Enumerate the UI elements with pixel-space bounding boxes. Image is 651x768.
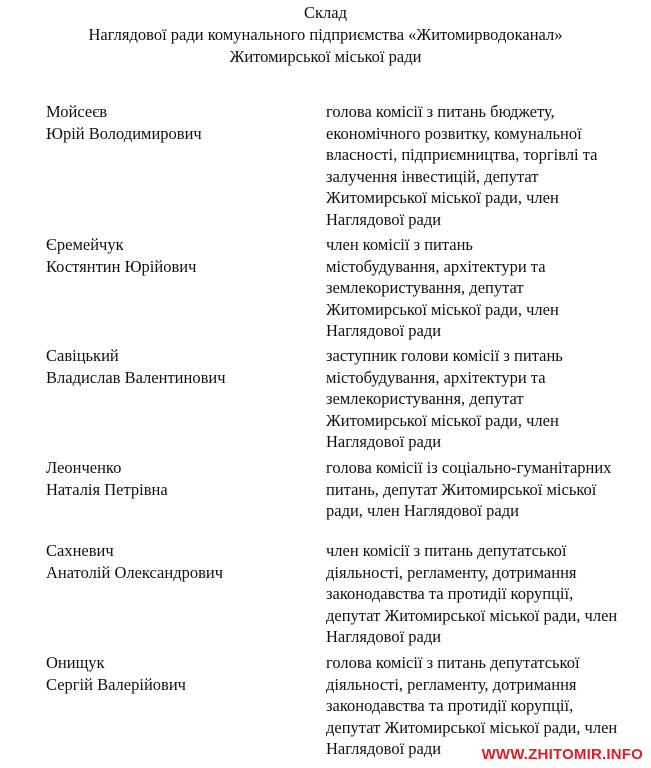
role-line: землекористування, депутат <box>326 389 524 409</box>
member-given-name: Юрій Володимирович <box>46 123 202 143</box>
member-role <box>326 540 646 648</box>
member-surname: Єремейчук <box>46 235 124 254</box>
role-line: Житомирської міської ради, член <box>326 410 559 430</box>
role-line: власності, підприємництва, торгівлі та <box>326 145 598 165</box>
role-line: голова комісії з питань бюджету, <box>326 102 555 121</box>
role-line: Житомирської міської ради, член <box>326 299 559 319</box>
member-given-name: Сергій Валерійович <box>46 674 186 694</box>
role-line: депутат Житомирської міської ради, член <box>326 605 618 625</box>
role-line: Наглядової ради <box>326 321 442 341</box>
role-line: Наглядової ради <box>326 209 442 229</box>
role-line: діяльності, регламенту, дотримання <box>326 562 577 582</box>
role-line: ради, член Наглядової ради <box>326 501 519 521</box>
member-surname: Леонченко <box>46 458 122 477</box>
member-role <box>326 234 646 342</box>
role-line: Житомирської міської ради, член <box>326 188 559 208</box>
member-given-name: Костянтин Юрійович <box>46 256 197 276</box>
document-title: Склад <box>304 3 347 22</box>
role-line: містобудування, архітектури та <box>326 256 546 276</box>
role-line: економічного розвитку, комунальної <box>326 123 582 143</box>
member-role <box>326 345 646 453</box>
role-line: заступник голови комісії з питань <box>326 346 563 365</box>
member-given-name: Наталія Петрівна <box>46 479 168 499</box>
member-name <box>46 345 316 388</box>
member-role <box>326 457 646 522</box>
site-watermark: WWW.ZHITOMIR.INFO <box>481 746 643 763</box>
document-header <box>0 2 651 68</box>
role-line: законодавства та протидії корупції, <box>326 584 574 604</box>
role-line: член комісії з питань <box>326 235 473 254</box>
role-line: Наглядової ради <box>326 739 442 759</box>
member-name <box>46 101 316 144</box>
role-line: Наглядової ради <box>326 627 442 647</box>
role-line: член комісії з питань депутатської <box>326 541 567 560</box>
member-role <box>326 652 646 760</box>
member-given-name: Анатолій Олександрович <box>46 562 224 582</box>
member-surname: Сахневич <box>46 541 114 560</box>
member-given-name: Владислав Валентинович <box>46 367 226 387</box>
member-name <box>46 234 316 277</box>
member-name <box>46 540 316 583</box>
member-name <box>46 457 316 500</box>
member-surname: Мойсеєв <box>46 102 108 121</box>
role-line: містобудування, архітектури та <box>326 367 546 387</box>
member-surname: Савіцький <box>46 346 119 365</box>
role-line: діяльності, регламенту, дотримання <box>326 674 577 694</box>
role-line: голова комісії з питань депутатської <box>326 653 580 672</box>
role-line: залучення інвестицій, депутат <box>326 166 539 186</box>
role-line: голова комісії із соціально-гуманітарних <box>326 458 612 477</box>
member-name <box>46 652 316 695</box>
role-line: законодавства та протидії корупції, <box>326 696 574 716</box>
document-subtitle-line-2: Житомирської міської ради <box>229 47 422 66</box>
role-line: землекористування, депутат <box>326 278 524 298</box>
role-line: депутат Житомирської міської ради, член <box>326 717 618 737</box>
role-line: Наглядової ради <box>326 432 442 452</box>
role-line: питань, депутат Житомирської міської <box>326 479 597 499</box>
member-surname: Онищук <box>46 653 105 672</box>
document-subtitle-line-1: Наглядової ради комунального підприємства «Житомирводоканал» <box>88 25 563 44</box>
member-role <box>326 101 646 231</box>
